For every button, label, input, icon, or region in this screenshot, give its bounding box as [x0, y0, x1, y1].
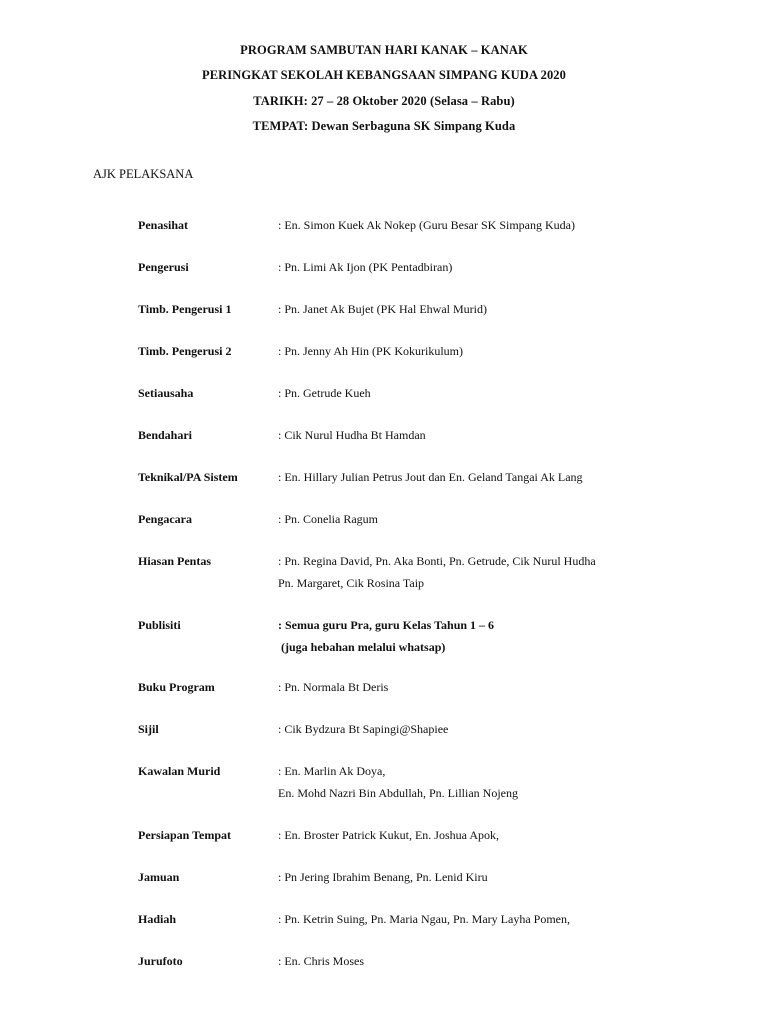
committee-members	[278, 214, 698, 236]
committee-member-line: En. Mohd Nazri Bin Abdullah, Pn. Lillian Nojeng	[278, 786, 518, 800]
committee-member-line: : Semua guru Pra, guru Kelas Tahun 1 – 6	[278, 618, 495, 632]
committee-members	[278, 298, 698, 320]
committee-members	[278, 760, 698, 804]
committee-role: Penasihat	[138, 218, 189, 232]
committee-member-line: : Cik Bydzura Bt Sapingi@Shapiee	[278, 722, 449, 736]
committee-members	[278, 382, 698, 404]
committee-members	[278, 866, 698, 888]
committee-members	[278, 676, 698, 698]
committee-role: Publisiti	[138, 618, 181, 632]
committee-member-line: : Pn. Getrude Kueh	[278, 386, 371, 400]
committee-members	[278, 550, 698, 594]
committee-member-line: (juga hebahan melalui whatsap)	[278, 640, 446, 654]
committee-role: Teknikal/PA Sistem	[138, 470, 238, 484]
committee-role: Timb. Pengerusi 1	[138, 302, 232, 316]
committee-member-line: : Pn Jering Ibrahim Benang, Pn. Lenid Kiru	[278, 870, 488, 884]
committee-member-line: : Pn. Regina David, Pn. Aka Bonti, Pn. Getrude, Cik Nurul Hudha	[278, 554, 596, 568]
committee-members	[278, 424, 698, 446]
committee-member-line: Pn. Margaret, Cik Rosina Taip	[278, 576, 425, 590]
committee-role: Pengacara	[138, 512, 192, 526]
committee-members	[278, 508, 698, 530]
committee-role: Buku Program	[138, 680, 215, 694]
committee-member-line: : En. Chris Moses	[278, 954, 365, 968]
committee-role: Hiasan Pentas	[138, 554, 212, 568]
committee-members	[278, 466, 698, 488]
committee-member-line: : Pn. Janet Ak Bujet (PK Hal Ehwal Murid)	[278, 302, 487, 316]
committee-members	[278, 824, 698, 846]
committee-role: Hadiah	[138, 912, 177, 926]
committee-member-line: : En. Simon Kuek Ak Nokep (Guru Besar SK Simpang Kuda)	[278, 218, 575, 232]
committee-member-line: : Pn. Limi Ak Ijon (PK Pentadbiran)	[278, 260, 453, 274]
committee-role: Kawalan Murid	[138, 764, 221, 778]
committee-role: Pengerusi	[138, 260, 189, 274]
committee-member-line: : En. Marlin Ak Doya,	[278, 764, 386, 778]
committee-role: Sijil	[138, 722, 159, 736]
committee-members	[278, 908, 698, 930]
committee-members	[278, 256, 698, 278]
committee-members	[278, 340, 698, 362]
committee-member-line: : Pn. Conelia Ragum	[278, 512, 378, 526]
committee-role: Timb. Pengerusi 2	[138, 344, 232, 358]
committee-role: Persiapan Tempat	[138, 828, 232, 842]
committee-role: Setiausaha	[138, 386, 194, 400]
section-title: AJK PELAKSANA	[93, 167, 194, 181]
committee-members	[278, 950, 698, 972]
committee-member-line: : En. Hillary Julian Petrus Jout dan En. Geland Tangai Ak Lang	[278, 470, 583, 484]
committee-role: Bendahari	[138, 428, 193, 442]
committee-member-line: : En. Broster Patrick Kukut, En. Joshua Apok,	[278, 828, 499, 842]
program-title: PROGRAM SAMBUTAN HARI KANAK – KANAK	[240, 43, 528, 57]
date-line: TARIKH: 27 – 28 Oktober 2020 (Selasa – Rabu)	[253, 94, 515, 108]
committee-member-line: : Pn. Normala Bt Deris	[278, 680, 389, 694]
committee-member-line: : Pn. Jenny Ah Hin (PK Kokurikulum)	[278, 344, 464, 358]
committee-member-line: : Pn. Ketrin Suing, Pn. Maria Ngau, Pn. Mary Layha Pomen,	[278, 912, 570, 926]
committee-role: Jamuan	[138, 870, 180, 884]
committee-role: Jurufoto	[138, 954, 183, 968]
committee-member-line: : Cik Nurul Hudha Bt Hamdan	[278, 428, 426, 442]
committee-members	[278, 614, 698, 658]
committee-members	[278, 718, 698, 740]
venue-line: TEMPAT: Dewan Serbaguna SK Simpang Kuda	[252, 119, 516, 133]
school-level-title: PERINGKAT SEKOLAH KEBANGSAAN SIMPANG KUDA 2020	[201, 68, 567, 82]
